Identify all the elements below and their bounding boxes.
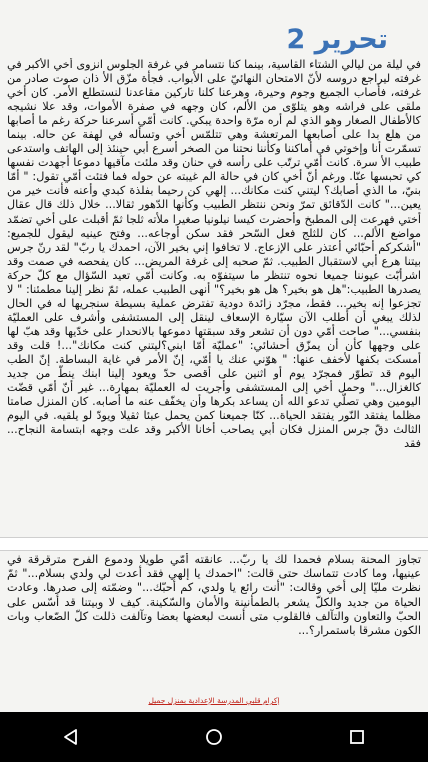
system-navigation-bar <box>0 712 428 762</box>
recents-button[interactable] <box>327 712 387 762</box>
author-signature: إكرام قلبي المدرسة الإعدادية بمنزل جميل <box>148 696 280 705</box>
page-divider <box>0 537 428 551</box>
essay-paragraph-2: تجاوز المحنة بسلام فحمدا لك يا ربّ... عانقته أمّي طويلا ودموع الفرح مترقرقة في عينيها، وما كادت تتماسك حتى قالت: "احمدك يا إلهي فقد أعدت لي ولدي بسلام..." ثمّ نظرت مليّا إلى أخي وقالت: "أنت رائع يا ولدي، كم أحبّك..." وضمّته إلى صدرها. وعادت الحياة من جديد والكلّ يشعر بالطمأنينة والأمان والسّكينة. كيف لا وبيتنا قد أسّس على الحبّ والتعاون والتآلف فالقلوب متى أنست لبعضها بعضا وتآلفت ذللت كلّ الصّعاب وبات الكون مشرقا باستمرار؟... <box>7 553 421 638</box>
home-icon <box>205 728 223 746</box>
back-button[interactable] <box>41 712 101 762</box>
page-title: تحرير 2 <box>286 24 388 55</box>
home-button[interactable] <box>184 712 244 762</box>
back-icon <box>62 728 80 746</box>
essay-paragraph-1: في ليلة من ليالي الشتاء القاسية، بينما كنا نتسامر في غرفة الجلوس انزوى أخي الأكبر في غرفته ليراجع دروسه لأنّ الامتحان النهائيّ على الأبواب. فجأة مزّق الأ ذان صوت صادر من غرفته، فأصاب الجميع وجوم وحيرة، وهرعنا كلنا تاركين مقاعدنا لنستطلع الأمر. كان أخي ملقى على فراشه وهو يتلوّى من الألم، كان وجهه في صفرة الأموات، وقد علا نشيجه كالأطفال الصغار وهو الذي لم أره مرّة واحدة يبكي. كانت أمّي أسرعنا حركة رغم ما أصابها من هلع بدا على أصابعها المرتعشة وهي تتلمّس أخي وتسأله في لهفة عن حاله. بينما تسمّرت أنا وإخوتي في أماكننا وكأننا نحتنا من الصخر أسرع أبي حينئذ إلى الهاتف واستدعى طبيب الأ سرة. كانت أمّي ترتّب على رأسه في حنان وقد ملئت مآقيها دموعا أجهدت نفسها كي تحبسها عنّا. ورغم أنّ أخي كان في حالة الم غيبته عن حوله فما فتئت أمّي تقول: " أمّا بنيّ، ما الذي أصابك؟ ليتني كنت مكانك... إلهي كن رحيما بفلذة كبدي وأعنه فأنت خير من يعين..." كانت الدّقائق تمرّ ونحن ننتظر الطبيب وكأنها الدّهور ثقالا... خلال ذلك قال عقال أختي فهرعت إلى المطبخ وأحضرت كيسا نيلونيا صغيرا ملأته ثلجا ثمّ أقبلت على أخي تضمّد مواضع الألم... كان للثلج فعل السّحر فقد سكن أوجاعه... وفتح عينيه ليقول للجميع: "أشكركم أحبّائي أعتذر على الإزعاج. لا تخافوا إني بخير الآن، احمدك يا ربّ" لقد رنّ جرس بيتنا هرع أبي لاستقبال الطبيب. ثمّ صحبه إلى غرفة المريض... كان يفحصه في صمت وقد اشرأبّت عيوننا جميعا نحوه تنتظر ما سيتفوّه به. وكانت أمّي تعيد السّؤال مع كلّ حركة يصدرها الطبيب:"هل هو بخير؟ هل هو بخير؟" أنهى الطبيب عمله، ثمّ نظر إلينا مطمئنا: " لا تجزعوا إنه بخير... فقط، مجرّد زائدة دودية تفترض عملية بسيطة سنجريها له في الحال لذلك يبغي أن أطلب الآن سيّارة الإسعاف لينقل إلى المستشفى وأشرف على العمليّة بنفسي..." صاحت أمّي دون أن تشعر وقد سبقتها دموعها بالانحدار على خدّيها وقد هبّ لها على وجهها كأن أن يمزّق أحشائي: "عمليّة أمّا ابني؟ليتني كنت مكانك"...! قلت وقد أمسكت بكفها لأخفف عنها: " هوّني عنك يا أمّي، إنّ الأمر في غاية البساطة. إنّ الطب اليوم قد تطوّر فمجرّد يوم أو اثنين على أقصى حدّ ويعود إلينا ابنك ينطّ من جديد كالغزال..." وحمل أخي إلى المستشفى وأجريت له العمليّة بمهارة... غير أنّ أمّي قضّت اليومين وهي تصلّي تدعو الله أن يساعد بكرها وأن يخفّف عنه ما أصابه. كان المنزل صامتا مظلما يفتقد النّور يفتقد الحياة... كنّا جميعنا كمن يحمل عبئا ثقيلا ويودّ لو يلقيه. في اليوم الثالث دقّ جرس المنزل فكان أبي يصاحب أخانا الأكبر وقد علت وجهه ابتسامة النجاح... فقد <box>7 58 421 451</box>
recents-icon <box>348 728 366 746</box>
